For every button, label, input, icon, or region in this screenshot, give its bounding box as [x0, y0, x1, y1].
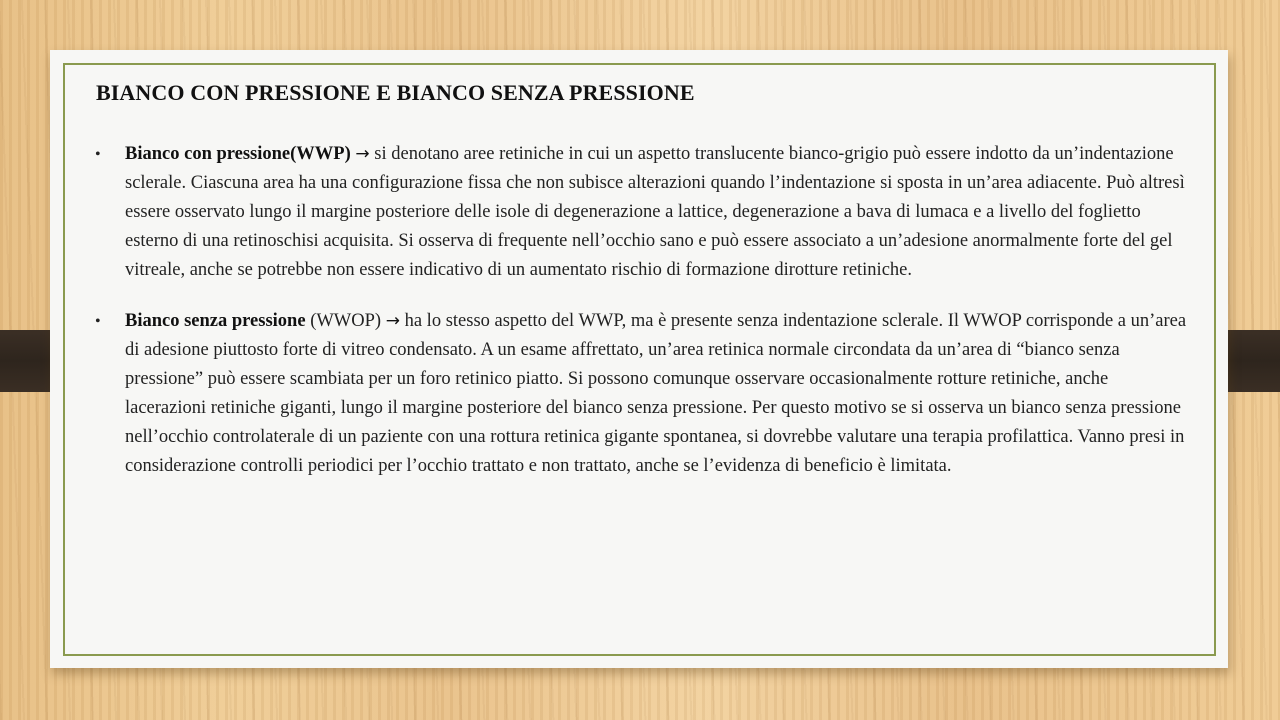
- bullet-item-wwp: [95, 140, 1190, 285]
- bullet-text: ha lo stesso aspetto del WWP, ma è presente senza indentazione sclerale. Il WWOP corrisponde a un’area di adesione piuttosto forte di vitreo condensato. A un esame affrettato, un’area retinica normale circondata da un’area di “bianco senza pressione” può essere scambiata per un foro retinico piatto. Si possono comunque osservare occasionalmente rotture retiniche, anche lacerazioni retiniche giganti, lungo il margine posteriore del bianco senza pressione. Per questo motivo se si osserva un bianco senza pressione nell’occhio controlaterale di un paziente con una rottura retinica gigante spontanea, si dovrebbe valutare una terapia profilattica. Vanno presi in considerazione controlli periodici per l’occhio trattato e non trattato, anche se l’evidenza di beneficio è limitata.: [125, 311, 1187, 476]
- arrow-right-icon: →: [355, 144, 370, 164]
- bullet-list: [95, 140, 1190, 503]
- bullet-marker: •: [95, 313, 101, 330]
- bullet-text: si denotano aree retiniche in cui un aspetto translucente bianco-grigio può essere indotto da un’indentazione sclerale. Ciascuna area ha una configurazione fissa che non subisce alterazioni quando l’indentazione si sposta in un’area adiacente. Può altresì essere osservato lungo il margine posteriore delle isole di degenerazione a lattice, degenerazione a bava di lumaca e a livello del foglietto esterno di una retinoschisi acquisita. Si osserva di frequente nell’occhio sano e può essere associato a un’adesione anormalmente forte del gel vitreale, anche se potrebbe non essere indicativo di un aumentato rischio di formazione dirotture retiniche.: [125, 144, 1185, 280]
- slide-title: BIANCO CON PRESSIONE E BIANCO SENZA PRESSIONE: [96, 80, 695, 105]
- arrow-right-icon: →: [385, 311, 400, 331]
- bullet-term: Bianco senza pressione: [125, 311, 306, 331]
- bullet-term-suffix: (WWOP): [305, 311, 386, 331]
- bullet-item-wwop: [95, 307, 1190, 481]
- bullet-marker: •: [95, 146, 101, 163]
- slide-card: [50, 50, 1228, 668]
- bullet-term: Bianco con pressione(WWP): [125, 144, 351, 164]
